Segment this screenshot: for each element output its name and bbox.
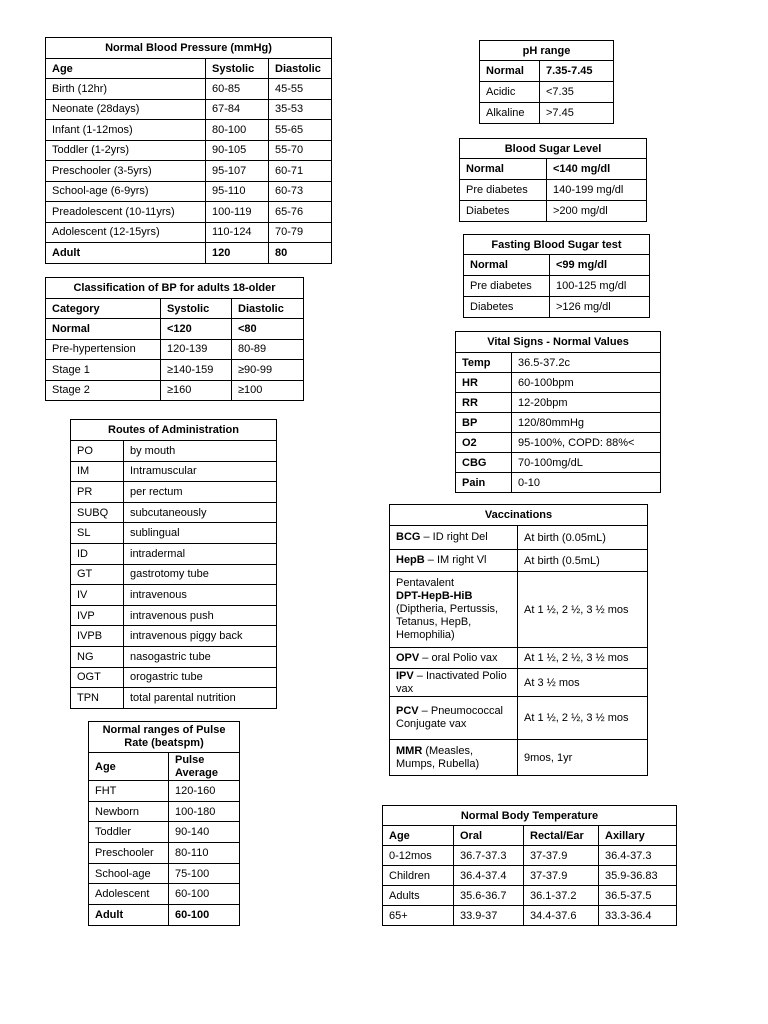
table-row: [480, 82, 614, 103]
table-row: [71, 626, 277, 647]
table-row: [46, 99, 332, 120]
cell: subcutaneously: [124, 502, 277, 523]
vaccine-cell: [390, 526, 518, 550]
cell: Stage 2: [46, 380, 161, 401]
cell: FHT: [89, 781, 169, 802]
vaccine-name: MMR: [396, 744, 423, 757]
schedule-cell: At birth (0.5mL): [518, 550, 648, 572]
table-title: pH range: [480, 41, 614, 61]
column-header: Age: [46, 59, 206, 79]
cell: 110-124: [206, 222, 269, 243]
cell: Children: [383, 866, 454, 886]
table-row: [456, 473, 661, 493]
table-title: Normal Blood Pressure (mmHg): [46, 38, 332, 59]
column-header: Age: [383, 826, 454, 846]
cell: IVP: [71, 605, 124, 626]
cell: Infant (1-12mos): [46, 120, 206, 141]
cell: Stage 1: [46, 360, 161, 381]
vaccine-desc: – IM right Vl: [424, 554, 487, 566]
cell: 100-180: [169, 801, 240, 822]
cell: 67-84: [206, 99, 269, 120]
cell: IV: [71, 585, 124, 606]
cell: 80-89: [232, 339, 304, 360]
table-row: [456, 453, 661, 473]
cell: <140 mg/dl: [547, 159, 647, 180]
cell: 35-53: [269, 99, 332, 120]
cell: <99 mg/dl: [550, 255, 650, 276]
vital-signs-table: [455, 331, 661, 493]
vaccine-cell: [390, 697, 518, 740]
cell: Toddler: [89, 822, 169, 843]
vaccine-cell: [390, 550, 518, 572]
normal-bp-table: [45, 37, 332, 264]
cell: 60-100: [169, 884, 240, 905]
table-row: [456, 373, 661, 393]
cell: 37-37.9: [524, 846, 599, 866]
table-title: Vaccinations: [390, 505, 648, 526]
table-row: [390, 572, 648, 648]
cell: IVPB: [71, 626, 124, 647]
cell: School-age: [89, 863, 169, 884]
table-row: [46, 202, 332, 223]
cell: RR: [456, 393, 512, 413]
cell: Temp: [456, 353, 512, 373]
table-row: [456, 393, 661, 413]
table-row: [46, 380, 304, 401]
table-row: [71, 543, 277, 564]
cell: 80: [269, 243, 332, 264]
cell: TPN: [71, 688, 124, 709]
vaccine-name: OPV: [396, 651, 420, 664]
cell: Normal: [464, 255, 550, 276]
cell: 90-140: [169, 822, 240, 843]
cell: by mouth: [124, 441, 277, 462]
cell: 45-55: [269, 79, 332, 100]
cell: Adult: [89, 905, 169, 926]
cell: intravenous: [124, 585, 277, 606]
vaccine-name: PCV: [396, 705, 419, 717]
table-row: [71, 441, 277, 462]
schedule-cell: At 1 ½, 2 ½, 3 ½ mos: [518, 572, 648, 648]
bp-classification-table: [45, 277, 304, 401]
table-row: [46, 120, 332, 141]
cell: <80: [232, 319, 304, 340]
cell: 90-105: [206, 140, 269, 161]
vaccine-name: BCG: [396, 531, 421, 543]
cell: Intramuscular: [124, 461, 277, 482]
cell: BP: [456, 413, 512, 433]
table-row: [89, 884, 240, 905]
column-header: Systolic: [161, 299, 232, 319]
cell: 36.5-37.2c: [512, 353, 661, 373]
vaccine-group: Pentavalent: [396, 577, 455, 589]
column-header: Diastolic: [269, 59, 332, 79]
cell: Diabetes: [460, 201, 547, 222]
vaccine-desc: (Diptheria, Pertussis, Tetanus, HepB, Hemophilia): [396, 603, 499, 641]
cell: OGT: [71, 667, 124, 688]
column-header: Axillary: [599, 826, 677, 846]
routes-table: [70, 419, 277, 709]
table-row: [46, 339, 304, 360]
cell: ≥160: [161, 380, 232, 401]
body-temp-table: [382, 805, 677, 926]
vaccine-cell: [390, 648, 518, 669]
table-row: [46, 161, 332, 182]
table-title: Vital Signs - Normal Values: [456, 332, 661, 353]
table-row: [46, 243, 332, 264]
cell: Preschooler (3-5yrs): [46, 161, 206, 182]
cell: 95-100%, COPD: 88%<: [512, 433, 661, 453]
vaccine-desc: – Inactivated Polio vax: [396, 669, 507, 695]
table-title: Classification of BP for adults 18-older: [46, 278, 304, 299]
table-row: [89, 801, 240, 822]
cell: CBG: [456, 453, 512, 473]
table-row: [71, 585, 277, 606]
table-title: Normal Body Temperature: [383, 806, 677, 826]
cell: >126 mg/dl: [550, 297, 650, 318]
cell: 80-100: [206, 120, 269, 141]
cell: 33.9-37: [454, 906, 524, 926]
cell: Acidic: [480, 82, 540, 103]
table-row: [460, 180, 647, 201]
cell: Birth (12hr): [46, 79, 206, 100]
table-row: [71, 482, 277, 503]
table-row: [480, 103, 614, 124]
table-row: [390, 550, 648, 572]
cell: 55-65: [269, 120, 332, 141]
cell: 35.6-36.7: [454, 886, 524, 906]
table-row: [464, 297, 650, 318]
cell: Preschooler: [89, 843, 169, 864]
cell: Pre diabetes: [464, 276, 550, 297]
cell: 65+: [383, 906, 454, 926]
cell: nasogastric tube: [124, 646, 277, 667]
cell: 7.35-7.45: [540, 61, 614, 82]
cell: Toddler (1-2yrs): [46, 140, 206, 161]
table-row: [390, 648, 648, 669]
table-row: [89, 822, 240, 843]
column-header: Oral: [454, 826, 524, 846]
table-row: [383, 886, 677, 906]
table-row: [480, 61, 614, 82]
column-header: Rectal/Ear: [524, 826, 599, 846]
table-row: [46, 222, 332, 243]
cell: 36.1-37.2: [524, 886, 599, 906]
cell: Neonate (28days): [46, 99, 206, 120]
vaccine-name: IPV: [396, 669, 414, 682]
cell: Adults: [383, 886, 454, 906]
table-row: [71, 646, 277, 667]
table-row: [46, 319, 304, 340]
cell: 36.5-37.5: [599, 886, 677, 906]
cell: 12-20bpm: [512, 393, 661, 413]
cell: HR: [456, 373, 512, 393]
table-row: [456, 433, 661, 453]
cell: 36.4-37.4: [454, 866, 524, 886]
cell: NG: [71, 646, 124, 667]
table-row: [89, 863, 240, 884]
vaccine-cell: [390, 572, 518, 648]
table-row: [71, 461, 277, 482]
table-row: [383, 906, 677, 926]
table-row: [390, 740, 648, 776]
table-row: [46, 140, 332, 161]
column-header: Diastolic: [232, 299, 304, 319]
vaccinations-table: [389, 504, 648, 776]
table-title: Blood Sugar Level: [460, 139, 647, 159]
cell: total parental nutrition: [124, 688, 277, 709]
cell: 0-10: [512, 473, 661, 493]
cell: orogastric tube: [124, 667, 277, 688]
column-header: Systolic: [206, 59, 269, 79]
table-row: [383, 846, 677, 866]
cell: 0-12mos: [383, 846, 454, 866]
column-header: Pulse Average: [169, 753, 240, 781]
cell: 55-70: [269, 140, 332, 161]
table-row: [71, 667, 277, 688]
cell: 35.9-36.83: [599, 866, 677, 886]
table-row: [71, 502, 277, 523]
table-row: [89, 781, 240, 802]
cell: gastrotomy tube: [124, 564, 277, 585]
table-row: [46, 360, 304, 381]
cell: intravenous piggy back: [124, 626, 277, 647]
cell: 120-139: [161, 339, 232, 360]
cell: PO: [71, 441, 124, 462]
table-row: [46, 79, 332, 100]
cell: 70-79: [269, 222, 332, 243]
cell: 60-100bpm: [512, 373, 661, 393]
schedule-cell: 9mos, 1yr: [518, 740, 648, 776]
table-row: [89, 843, 240, 864]
table-title: Routes of Administration: [71, 420, 277, 441]
cell: 60-73: [269, 181, 332, 202]
table-row: [390, 526, 648, 550]
cell: Pain: [456, 473, 512, 493]
table-row: [390, 669, 648, 697]
schedule-cell: At birth (0.05mL): [518, 526, 648, 550]
table-row: [456, 353, 661, 373]
cell: intradermal: [124, 543, 277, 564]
vaccine-desc: (Measles, Mumps, Rubella): [396, 744, 480, 770]
cell: ≥90-99: [232, 360, 304, 381]
cell: Alkaline: [480, 103, 540, 124]
schedule-cell: At 1 ½, 2 ½, 3 ½ mos: [518, 697, 648, 740]
cell: ≥140-159: [161, 360, 232, 381]
blood-sugar-table: [459, 138, 647, 222]
cell: 37-37.9: [524, 866, 599, 886]
cell: 120/80mmHg: [512, 413, 661, 433]
vaccine-name: DPT-HepB-HiB: [396, 590, 473, 602]
cell: >200 mg/dl: [547, 201, 647, 222]
column-header: Age: [89, 753, 169, 781]
cell: Pre diabetes: [460, 180, 547, 201]
fasting-sugar-table: [463, 234, 650, 318]
cell: <7.35: [540, 82, 614, 103]
vaccine-cell: [390, 669, 518, 697]
table-row: [71, 564, 277, 585]
cell: 100-125 mg/dl: [550, 276, 650, 297]
table-row: [71, 605, 277, 626]
table-row: [464, 276, 650, 297]
cell: Normal: [46, 319, 161, 340]
cell: Normal: [480, 61, 540, 82]
table-title: Normal ranges of Pulse Rate (beatspm): [89, 722, 240, 753]
cell: Pre-hypertension: [46, 339, 161, 360]
cell: per rectum: [124, 482, 277, 503]
cell: Adolescent (12-15yrs): [46, 222, 206, 243]
cell: School-age (6-9yrs): [46, 181, 206, 202]
cell: GT: [71, 564, 124, 585]
vaccine-desc: – oral Polio vax: [419, 651, 498, 664]
cell: sublingual: [124, 523, 277, 544]
cell: intravenous push: [124, 605, 277, 626]
cell: Preadolescent (10-11yrs): [46, 202, 206, 223]
vaccine-desc: – Pneumococcal Conjugate vax: [396, 705, 504, 730]
table-row: [89, 905, 240, 926]
table-row: [46, 181, 332, 202]
cell: SUBQ: [71, 502, 124, 523]
cell: IM: [71, 461, 124, 482]
cell: Adolescent: [89, 884, 169, 905]
cell: <120: [161, 319, 232, 340]
cell: 95-110: [206, 181, 269, 202]
cell: O2: [456, 433, 512, 453]
cell: Diabetes: [464, 297, 550, 318]
cell: 60-100: [169, 905, 240, 926]
cell: 75-100: [169, 863, 240, 884]
cell: 60-71: [269, 161, 332, 182]
table-row: [460, 159, 647, 180]
vaccine-name: HepB: [396, 554, 425, 566]
cell: SL: [71, 523, 124, 544]
cell: 34.4-37.6: [524, 906, 599, 926]
table-row: [71, 523, 277, 544]
cell: 33.3-36.4: [599, 906, 677, 926]
cell: 120-160: [169, 781, 240, 802]
cell: ≥100: [232, 380, 304, 401]
schedule-cell: At 1 ½, 2 ½, 3 ½ mos: [518, 648, 648, 669]
table-row: [71, 688, 277, 709]
cell: 120: [206, 243, 269, 264]
column-header: Category: [46, 299, 161, 319]
table-title: Fasting Blood Sugar test: [464, 235, 650, 255]
cell: Adult: [46, 243, 206, 264]
cell: Newborn: [89, 801, 169, 822]
cell: 36.7-37.3: [454, 846, 524, 866]
pulse-rate-table: [88, 721, 240, 926]
cell: 100-119: [206, 202, 269, 223]
cell: 140-199 mg/dl: [547, 180, 647, 201]
cell: >7.45: [540, 103, 614, 124]
vaccine-cell: [390, 740, 518, 776]
cell: 95-107: [206, 161, 269, 182]
table-row: [383, 866, 677, 886]
table-row: [464, 255, 650, 276]
vaccine-desc: – ID right Del: [420, 531, 488, 543]
schedule-cell: At 3 ½ mos: [518, 669, 648, 697]
cell: PR: [71, 482, 124, 503]
cell: 65-76: [269, 202, 332, 223]
cell: Normal: [460, 159, 547, 180]
cell: 70-100mg/dL: [512, 453, 661, 473]
table-row: [460, 201, 647, 222]
cell: 36.4-37.3: [599, 846, 677, 866]
table-row: [390, 697, 648, 740]
cell: 60-85: [206, 79, 269, 100]
cell: ID: [71, 543, 124, 564]
cell: 80-110: [169, 843, 240, 864]
ph-range-table: [479, 40, 614, 124]
table-row: [456, 413, 661, 433]
